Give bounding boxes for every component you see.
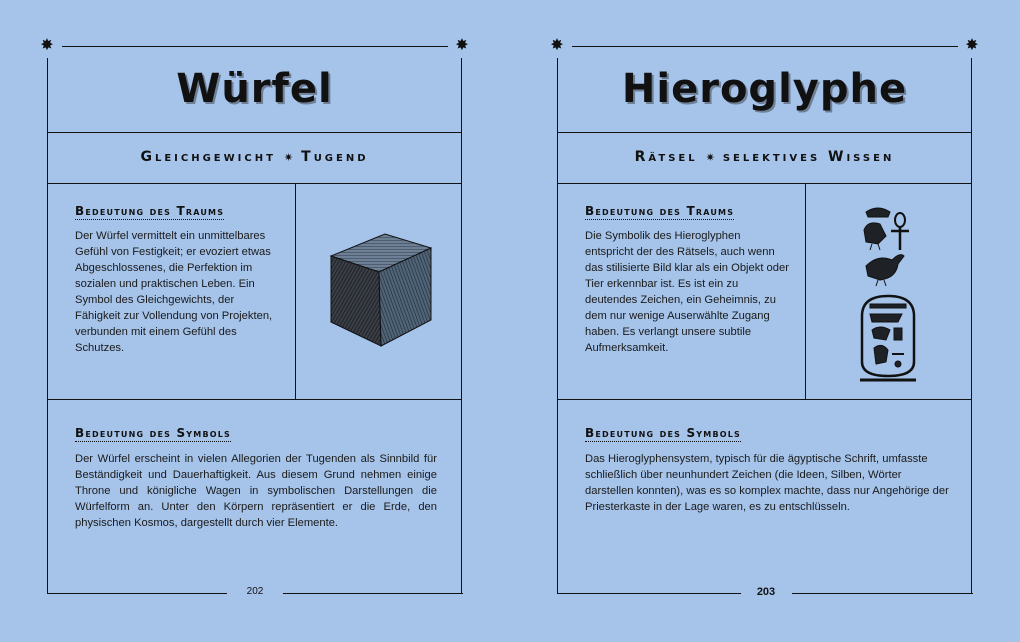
symbol-text: Der Würfel erscheint in vielen Allegorien der Tugenden als Sinnbild für Beständigkeit und Dauerhaftigkeit. Aus diesem Grund nehmen einige Throne und königliche Wagen in symbolischen Darstellungen die Würfelform an. Unter den Körpern repräsentiert er die Erde, den physischen Kosmos, dargestellt durch vier Elemente. (75, 453, 437, 529)
column-divider (805, 183, 806, 399)
divider (558, 183, 971, 184)
bottom-rule (47, 593, 227, 594)
keywords (48, 149, 461, 165)
symbol-text: Das Hieroglyphensystem, typisch für die ägyptische Schrift, umfasste schließlich über neunhundert Zeichen (die Ideen, Silben, Wörter darstellen konnten), was es so komplex machte, dass nur Angehörige der Priesterkaste in der Lage waren, es zu entschlüsseln. (585, 453, 949, 513)
dream-text: Die Symbolik des Hieroglyphen entspricht der des Rätsels, auch wenn das stilisierte Bild klar als ein Objekt oder Tier erkennbar ist. Es ist ein zu deutendes Zeichen, ein Geheimnis, zu dem nur wenige Auserwählte Zugang haben. Es verlangt unsere subtile Aufmerksamkeit. (585, 230, 789, 354)
keyword: Tugend (301, 149, 369, 165)
column-divider (295, 183, 296, 399)
divider (558, 399, 971, 400)
star-ornament-icon: ✸ (550, 37, 564, 54)
separator-icon: ✷ (283, 151, 294, 164)
keyword: Rätsel (634, 149, 698, 165)
page-number: 202 (246, 586, 264, 597)
bottom-rule (283, 593, 463, 594)
bottom-rule (557, 593, 741, 594)
star-ornament-icon: ✸ (40, 37, 54, 54)
bottom-rule (792, 593, 973, 594)
card-frame (557, 58, 972, 594)
separator-icon: ✷ (705, 151, 715, 164)
dream-heading: Bedeutung des Traums (75, 204, 225, 218)
hieroglyph-illustration (858, 204, 918, 384)
page-title: Würfel (176, 66, 333, 112)
top-rule (62, 46, 448, 47)
page-title: Hieroglyphe (621, 66, 908, 112)
divider (48, 132, 461, 133)
star-ornament-icon: ✸ (965, 37, 979, 54)
divider (48, 399, 461, 400)
keywords (558, 149, 971, 165)
keyword: Gleichgewicht (140, 149, 276, 165)
card-frame (47, 58, 462, 594)
top-rule (572, 46, 958, 47)
star-ornament-icon: ✸ (455, 37, 469, 54)
divider (558, 132, 971, 133)
divider (48, 183, 461, 184)
symbol-heading: Bedeutung des Symbols (75, 426, 232, 440)
dream-heading: Bedeutung des Traums (585, 204, 735, 218)
cube-illustration (323, 228, 438, 348)
right-page (510, 0, 1020, 642)
dream-text: Der Würfel vermittelt ein unmittelbares Gefühl von Festigkeit; er evoziert etwas Abgeschlossenes, die Perfektion im sozialen und praktischen Leben. Ein Symbol des Gleichgewichts, der Fähigkeit zur Vollendung von Projekten, verbunden mit einem Gefühl des Schutzes. (75, 230, 273, 354)
symbol-heading: Bedeutung des Symbols (585, 426, 742, 440)
keyword: selektives Wissen (722, 149, 895, 165)
page-number: 203 (756, 586, 776, 598)
